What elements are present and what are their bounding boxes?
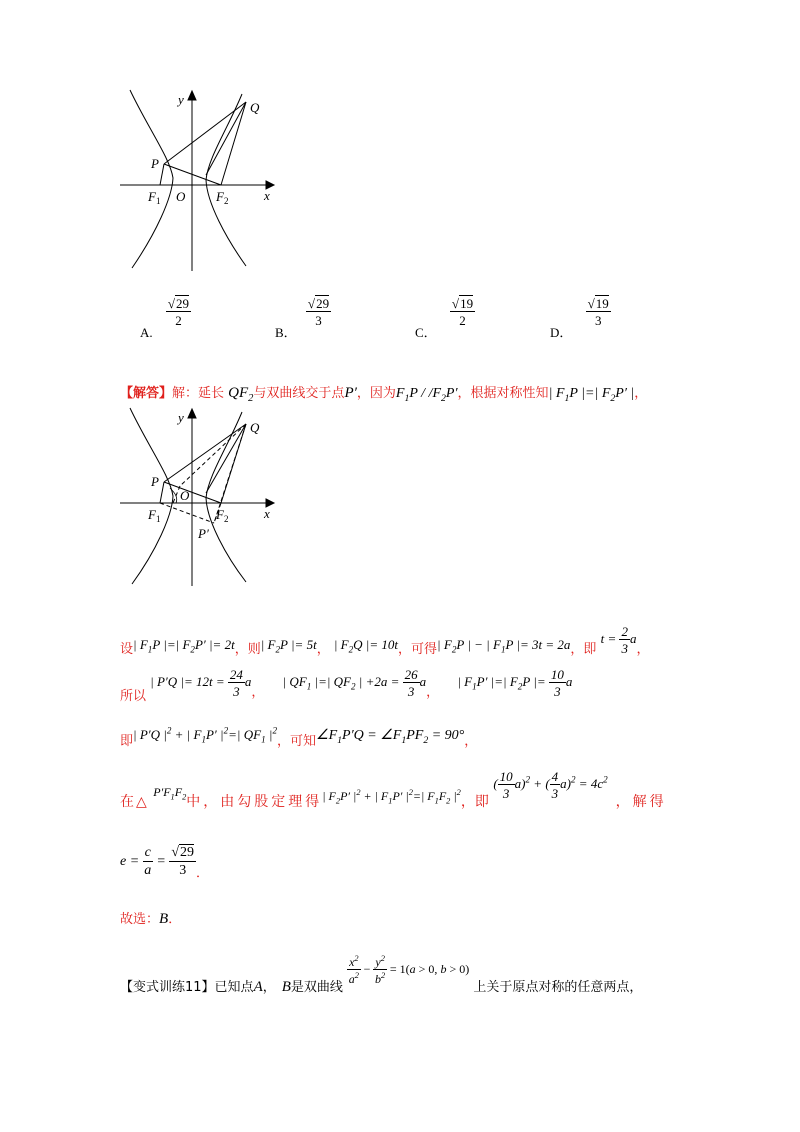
choice-d[interactable]: D． $\frac{√19}{3}$ bbox=[550, 296, 609, 340]
step-5: e = $\frac{c}{a}$ = $\frac{√29}{3}$ ． bbox=[120, 845, 210, 882]
label-y: y bbox=[178, 92, 184, 107]
right-branch bbox=[206, 94, 246, 266]
y-axis-arrow bbox=[188, 91, 196, 100]
choice-letter: D． bbox=[550, 324, 573, 340]
hyperbola-figure-2 bbox=[118, 406, 278, 589]
step-2: 所以 | P′Q |= 12t = $\frac{24}{3}$ a， | $QF_1$ |=| $QF_2$ | +2a = $\frac{26}{3}$ a， | $F_1P'$ |=| $F_2P$ |= $\frac{10}{3}$ a bbox=[120, 667, 573, 704]
label-Q: Q bbox=[250, 100, 260, 115]
choice-letter: C． bbox=[415, 324, 437, 340]
svg-text:y: y bbox=[178, 410, 184, 425]
svg-text:F2: $F_2$ bbox=[216, 507, 229, 524]
step-4: 在△ $P'F_1F_2$中，由勾股定理得| $F_2P'$ $|^2$ + | $F_1P'$ $|^2=|$ $F_1F_2$ $|^2$，即 ( $\frac{10}{3}$ a)$^2$ + ( $\frac{4}{3}$ $a)^2 = 4c^2$，解得 bbox=[120, 769, 667, 810]
label-F2: $F_2$ bbox=[216, 189, 229, 206]
variant-tag: 【变式训练11】 bbox=[120, 979, 215, 995]
segment-PF1 bbox=[160, 164, 164, 185]
segment-QF2 bbox=[221, 102, 246, 185]
svg-text:P′: P′ bbox=[198, 526, 209, 541]
answer-line: 故选：B． bbox=[120, 911, 182, 927]
choice-b[interactable]: B． $\frac{√29}{3}$ bbox=[275, 296, 330, 340]
step-3: 即| P′Q $|^2$ + | $F_1P'$ $|^2=|$ $QF_1$ $|^2$，可知$\angle F_1P'Q$ = $\angle F_1PF_2 = 90^\circ$， bbox=[120, 725, 478, 749]
svg-text:x: x bbox=[264, 506, 270, 521]
hyperbola-figure-1 bbox=[118, 88, 278, 273]
choice-letter: A. bbox=[140, 324, 153, 340]
segment-Q-right bbox=[206, 102, 246, 175]
svg-text:F1: $F_1$ bbox=[148, 507, 161, 524]
svg-text:P: P bbox=[151, 474, 159, 489]
choice-a[interactable]: A. $\frac{√29}{2}$ bbox=[140, 296, 190, 340]
solution-intro: 【解答】解：延长 $QF_2$与双曲线交于点P′，因为$F_1P / /F_2P'$，根据对称性知| $F_1P$ |=| $F_2P'$ |， bbox=[120, 385, 648, 404]
choice-c[interactable]: C． $\frac{√19}{2}$ bbox=[415, 296, 474, 340]
left-branch bbox=[130, 90, 173, 268]
step-1: 设| $F_1P$ |=| $F_2P'$ |= 2t，则| $F_2P$ |= 5t， | $F_2Q$ |= 10t，可得| $F_2P$ | − | $F_1P$ |= 3t = 2a，即 t = $\frac{2}{3}$ a， bbox=[120, 624, 650, 657]
label-O: O bbox=[176, 189, 186, 204]
label-F1: $F_1$ bbox=[148, 189, 161, 206]
svg-text:O: O bbox=[180, 488, 190, 503]
label-P: P bbox=[151, 156, 159, 171]
segment-PQ bbox=[164, 102, 246, 164]
variant-exercise-11: 【变式训练11】已知点A， B是双曲线 $\frac{x^2}{a^2}$ − $\frac{y^2}{b^2}$ = 1(a > 0, b > 0) 上关于原点对称的任意两点， bbox=[120, 954, 643, 995]
label-x: x bbox=[264, 188, 270, 203]
choice-letter: B． bbox=[275, 324, 297, 340]
svg-text:Q: Q bbox=[250, 420, 260, 435]
solution-tag: 【解答】 bbox=[120, 386, 173, 401]
